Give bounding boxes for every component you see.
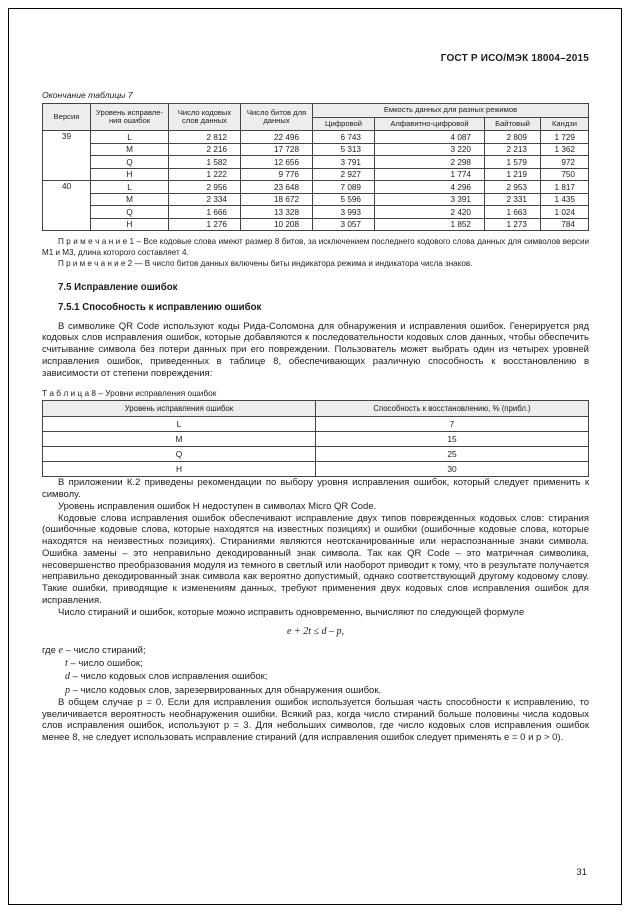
table-row [43,143,589,156]
table7-level-cell: Q [91,156,169,169]
table7-level-cell: L [91,181,169,194]
table7-byte-cell: 1 579 [485,156,541,169]
formula-definition-line [42,644,589,657]
table7-bits-cell: 22 496 [241,131,313,144]
section-heading-7-5-1: 7.5.1 Способность к исправлению ошибок [58,301,262,313]
table7-numeric-cell: 5 596 [313,193,375,206]
table8-header-recovery: Способность к восстановлению, % (прибл.) [316,401,589,417]
table-row [43,181,589,194]
formula-definition-line [42,657,589,670]
section-heading-7-5: 7.5 Исправление ошибок [58,281,178,293]
table7-codewords-cell: 1 276 [169,218,241,231]
formula-definition: – число ошибок; [70,657,143,669]
formula-definition-line [42,670,589,683]
table7-bits-cell: 10 208 [241,218,313,231]
table-row [43,218,589,231]
paragraph: Кодовые слова исправления ошибок обеспечивают исправление двух типов поврежденных кодовых слов: стирания (ошибочные кодовые слова, которые находятся на известных позициях) и ошибки (ошибочные кодовые слова, которые находятся на неизвестных позициях). Стираниями являются неотсканированные или нераспознанные знаки символа. Ошибка замены – это неправильно декодированный знак символа. Так как QR Code – это матричная символика, несовершенство преобразования модуля из темного в светлый или наоборот приводит к тому, что в результате получается неправильно декодированный знак символа как вероятно допустимый, однако соответствующий другому кодовому слову. Такие ошибки, приводящие к изменениям данных, требуют применения двух кодовых слов исправления ошибок для исправления. [42,512,589,606]
table7-byte-cell: 1 219 [485,168,541,181]
formula-variable: e [58,644,63,656]
table7-byte-cell: 2 809 [485,131,541,144]
table8-recovery-cell: 30 [316,462,589,477]
formula-definition-line [42,684,589,697]
table7-alphanumeric-cell: 4 296 [375,181,485,194]
table7 [42,103,589,231]
table7-header-codewords: Число кодовых слов данных [169,104,241,131]
table7-codewords-cell: 1 582 [169,156,241,169]
table7-numeric-cell: 2 927 [313,168,375,181]
table8-level-cell: L [43,417,316,432]
paragraph: Уровень исправления ошибок Н недоступен в символах Micro QR Code. [58,500,377,512]
table7-header-capacity: Емкость данных для разных режимов [313,104,589,118]
table7-alphanumeric-cell: 2 298 [375,156,485,169]
table8-recovery-cell: 15 [316,432,589,447]
table7-bits-cell: 18 672 [241,193,313,206]
table7-codewords-cell: 2 334 [169,193,241,206]
table7-kanji-cell: 1 362 [541,143,589,156]
table7-level-cell: M [91,193,169,206]
table7-kanji-cell: 784 [541,218,589,231]
table7-codewords-cell: 1 222 [169,168,241,181]
formula-variable: d [65,671,70,683]
formula-variable: t [65,657,68,669]
table-row [43,206,589,219]
table7-alphanumeric-cell: 3 391 [375,193,485,206]
table7-version-cell: 39 [43,131,91,181]
table7-byte-cell: 1 663 [485,206,541,219]
table7-kanji-cell: 1 817 [541,181,589,194]
table7-bits-cell: 13 328 [241,206,313,219]
formula-definition: – число кодовых слов исправления ошибок; [72,671,268,683]
table8-header-level: Уровень исправления ошибок [43,401,316,417]
table-row [43,168,589,181]
table7-codewords-cell: 2 956 [169,181,241,194]
table7-header-numeric: Цифровой [313,117,375,131]
table7-level-cell: L [91,131,169,144]
table7-header-kanji: Кандзи [541,117,589,131]
formula-definitions [42,644,589,697]
table7-codewords-cell: 2 216 [169,143,241,156]
table7-kanji-cell: 1 435 [541,193,589,206]
table-row [43,432,589,447]
paragraph: В символике QR Code используют коды Рида-Соломона для обнаружения и исправления ошибок. Генерируется ряд кодовых слов исправления ошибок, которые добавляются к последовательности кодовых слов данных, чтобы обеспечить считывание символа без потери данных при его повреждении. Пользователь может выбрать один из четырех уровней исправления ошибок, приведенных в таблице 8, обеспечивающих различную способность к восстановлению в зависимости от степени повреждения: [42,320,589,379]
paragraph: Число стираний и ошибок, которые можно исправить одновременно, вычисляют по следующей формуле [58,606,525,618]
paragraph: В приложении К.2 приведены рекомендации по выбору уровня исправления ошибок, который следует применить к символу. [42,477,589,501]
table7-alphanumeric-cell: 3 220 [375,143,485,156]
table7-alphanumeric-cell: 1 774 [375,168,485,181]
formula-variable: p [65,684,70,696]
note-2: П р и м е ч а н и е 2 — В число битов данных включены биты индикатора режима и индикатора числа знаков. [58,259,473,269]
table7-caption: Окончание таблицы 7 [42,90,133,100]
table-row [43,462,589,477]
error-correction-formula: e + 2t ≤ d – p, [287,625,344,637]
table7-header-row [43,104,589,118]
table7-numeric-cell: 7 089 [313,181,375,194]
table7-codewords-cell: 1 666 [169,206,241,219]
note-1: П р и м е ч а н и е 1 – Все кодовые слова имеют размер 8 битов, за исключением последнего кодового слова данных для символов версии M1 и M3, длина которого составляет 4. [42,237,589,257]
table7-bits-cell: 12 656 [241,156,313,169]
table7-bits-cell: 9 776 [241,168,313,181]
formula-definition: – число кодовых слов, зарезервированных для обнаружения ошибок. [72,684,382,696]
table-row [43,193,589,206]
table7-alphanumeric-cell: 4 087 [375,131,485,144]
table7-alphanumeric-cell: 2 420 [375,206,485,219]
document-title: ГОСТ Р ИСО/МЭК 18004–2015 [440,53,589,64]
formula-definition: – число стираний; [65,644,146,656]
table7-bits-cell: 17 728 [241,143,313,156]
table7-header-bits: Число битов для данных [241,104,313,131]
table7-bits-cell: 23 648 [241,181,313,194]
table-row [43,447,589,462]
table8-recovery-cell: 7 [316,417,589,432]
table7-level-cell: M [91,143,169,156]
table7-kanji-cell: 1 024 [541,206,589,219]
table7-header-ec-level: Уровень исправления ошибок [91,104,169,131]
table7-byte-cell: 1 273 [485,218,541,231]
table8-level-cell: Q [43,447,316,462]
table7-level-cell: Q [91,206,169,219]
page-frame [8,8,622,905]
table7-byte-cell: 2 331 [485,193,541,206]
table7-level-cell: H [91,218,169,231]
table7-alphanumeric-cell: 1 852 [375,218,485,231]
table8-level-cell: H [43,462,316,477]
table8-level-cell: M [43,432,316,447]
table-row [43,417,589,432]
table7-version-cell: 40 [43,181,91,231]
table8-header-row [43,401,589,417]
table7-codewords-cell: 2 812 [169,131,241,144]
table8 [42,400,589,477]
table7-header-version: Версия [43,104,91,131]
table7-numeric-cell: 3 993 [313,206,375,219]
where-prefix: где [42,644,56,656]
table7-numeric-cell: 3 057 [313,218,375,231]
table7-kanji-cell: 972 [541,156,589,169]
table-row [43,156,589,169]
table7-header-alphanumeric: Алфавитно-цифровой [375,117,485,131]
table8-caption: Т а б л и ц а 8 – Уровни исправления ошибок [42,388,217,399]
paragraph: В общем случае p = 0. Если для исправления ошибок используется большая часть способности к исправлению, то увеличивается вероятность необнаружения ошибки. Всякий раз, когда число стираний больше половины числа кодовых слов исправления ошибок, используют p = 3. Для небольших символов, где число кодовых слов исправления ошибок менее 8, не следует использовать исправление стираний (для исправления ошибок следует применять e = 0 и p > 0). [42,696,589,744]
table8-recovery-cell: 25 [316,447,589,462]
table7-kanji-cell: 1 729 [541,131,589,144]
table7-header-byte: Байтовый [485,117,541,131]
table7-byte-cell: 2 213 [485,143,541,156]
table7-notes [42,236,589,270]
table7-numeric-cell: 6 743 [313,131,375,144]
table7-kanji-cell: 750 [541,168,589,181]
page-number: 31 [576,867,587,878]
table7-numeric-cell: 3 791 [313,156,375,169]
table7-level-cell: H [91,168,169,181]
table7-numeric-cell: 5 313 [313,143,375,156]
table7-byte-cell: 2 953 [485,181,541,194]
table-row [43,131,589,144]
